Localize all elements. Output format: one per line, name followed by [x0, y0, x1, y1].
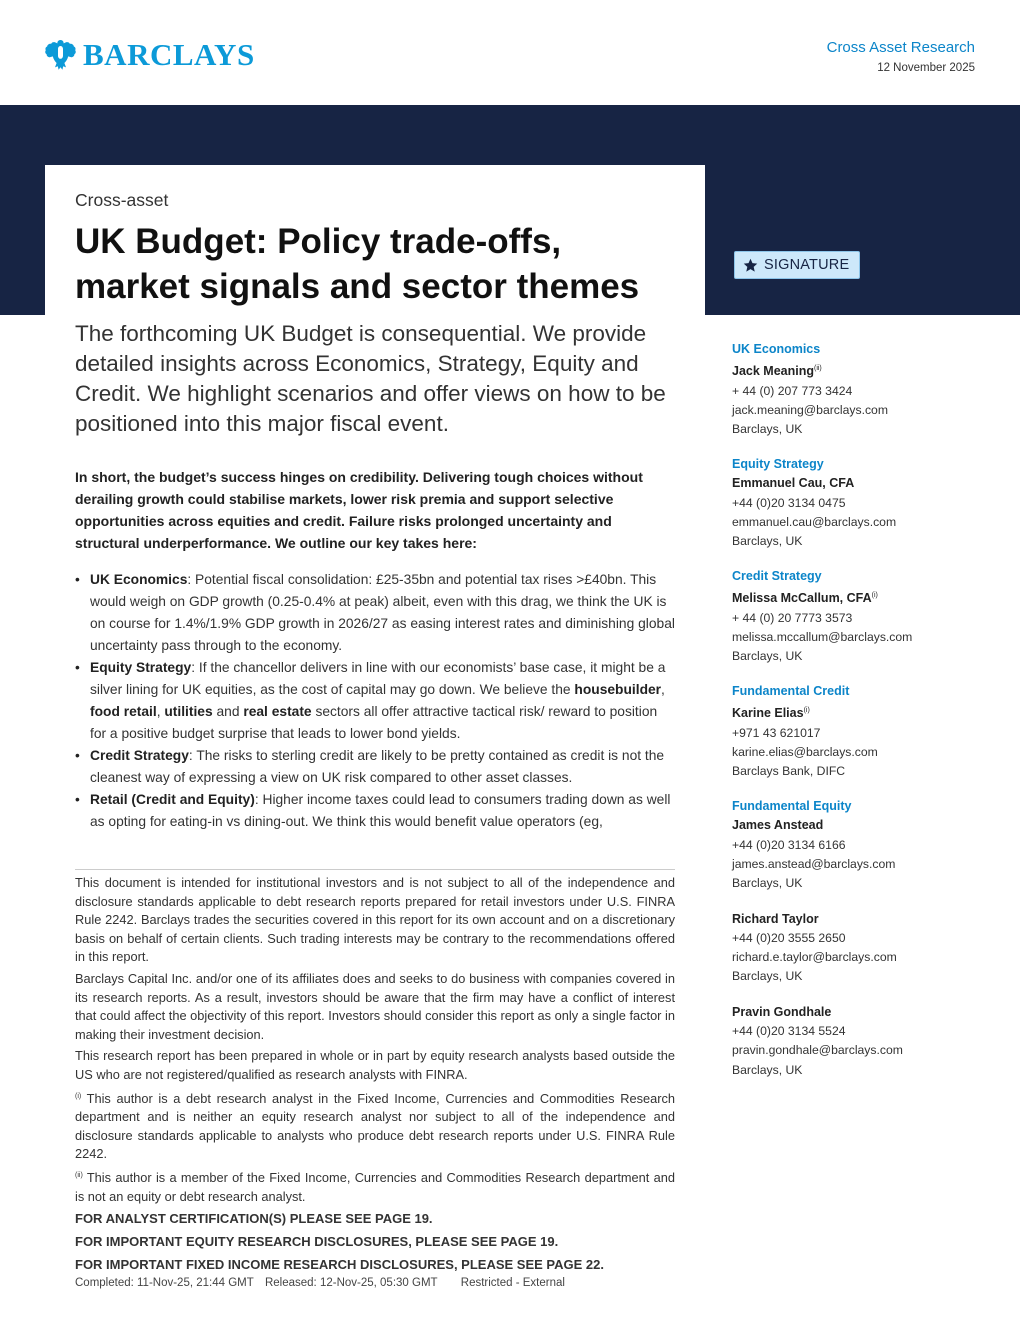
analyst-location: Barclays, UK	[732, 969, 803, 984]
classification-label: Restricted - External	[460, 1277, 565, 1289]
section-label: Cross-asset	[75, 190, 169, 210]
analyst-mark: (i)	[803, 707, 810, 715]
bullet-text: : Potential fiscal consolidation: £25-35bn and potential tax rises >£40bn. This would weigh on GDP growth (0.25-0.4% at peak) albeit, even with this drag, we think the UK is on course for 1.4%/1.9% GDP growth in 2026/27 as easing interest rates and diminishing global uncertainty pass through to the economy.	[90, 572, 675, 653]
analyst-name: Melissa McCallum, CFA$^{(i)}$	[732, 591, 878, 606]
key-takes-list	[75, 569, 675, 833]
bullet-text: sectors all offer attractive tactical risk/ reward to position for a positive budget surprise that leads to lower bond yields.	[90, 704, 658, 741]
analyst-email[interactable]: james.anstead@barclays.com	[732, 857, 896, 872]
disclaimer	[75, 874, 675, 1274]
footnote-text: This author is a debt research analyst in the Fixed Income, Currencies and Commodities Research department and is neither an equity research analyst nor subject to all of the independence and disclosure standards applicable to analysts who produce debt research reports under U.S. FINRA Rule 2242.	[75, 1090, 675, 1162]
divider	[75, 869, 675, 870]
analyst-phone: +44 (0)20 3555 2650	[732, 931, 846, 946]
analyst-card	[732, 359, 982, 439]
analyst-email[interactable]: richard.e.taylor@barclays.com	[732, 950, 897, 965]
completed-timestamp: Completed: 11-Nov-25, 21:44 GMT	[75, 1277, 254, 1289]
analyst-certification-note: FOR ANALYST CERTIFICATION(S) PLEASE SEE PAGE 19.	[75, 1211, 433, 1227]
bullet-text: : Higher income taxes could lead to consumers trading down as well as opting for eating-in vs dining-out. We think this would benefit value operators (eg,	[90, 792, 671, 829]
analyst-name: Jack Meaning$^{(ii)}$	[732, 364, 822, 378]
analyst-card	[732, 701, 982, 781]
bullet-heading: UK Economics	[90, 572, 188, 587]
title-card	[45, 165, 705, 317]
bullet-heading: Credit Strategy	[90, 748, 189, 763]
released-timestamp: Released: 12-Nov-25, 05:30 GMT	[264, 1277, 438, 1289]
group-title: Equity Strategy	[732, 457, 824, 472]
sector-food-retail: food retail	[90, 704, 157, 719]
analyst-group-uk-economics	[732, 340, 982, 439]
analyst-location: Barclays, UK	[732, 534, 803, 549]
analyst-phone: +44 (0)20 3134 6166	[732, 837, 846, 852]
analyst-email[interactable]: karine.elias@barclays.com	[732, 745, 878, 760]
group-title: Credit Strategy	[732, 569, 822, 584]
analyst-group-fundamental-equity	[732, 797, 982, 893]
footnote-mark: (ii)	[75, 1171, 83, 1179]
sector-utilities: utilities	[164, 704, 213, 719]
badge-label: SIGNATURE	[764, 257, 850, 273]
lead-paragraph: In short, the budget’s success hinges on credibility. Delivering tough choices without derailing growth could stabilise markets, lower risk premia and support selective opportunities across equities and credit. Failure risks prolonged uncertainty and structural underperformance. We outline our key takes here:	[75, 469, 643, 551]
eagle-icon	[44, 38, 77, 72]
analyst-location: Barclays, UK	[732, 421, 803, 436]
equity-disclosures-note: FOR IMPORTANT EQUITY RESEARCH DISCLOSURES, PLEASE SEE PAGE 19.	[75, 1234, 559, 1250]
list-item	[75, 569, 675, 657]
analyst-location: Barclays, UK	[732, 649, 803, 664]
signature-badge	[734, 251, 860, 279]
disclaimer-paragraph: This research report has been prepared in whole or in part by equity research analysts based outside the US who are not registered/qualified as research analysts with FINRA.	[75, 1048, 675, 1082]
analyst-card	[732, 1003, 982, 1080]
footnote-text: This author is a member of the Fixed Income, Currencies and Commodities Research department and is not an equity or debt research analyst.	[75, 1169, 675, 1204]
analyst-mark: (ii)	[813, 365, 822, 372]
list-item	[75, 789, 675, 833]
analyst-group-credit-strategy	[732, 567, 982, 666]
analyst-email[interactable]: jack.meaning@barclays.com	[732, 402, 888, 417]
disclaimer-paragraph: This document is intended for institutional investors and is not subject to all of the independence and disclosure standards applicable to debt research reports prepared for retail investors under U.S. FINRA Rule 2242. Barclays trades the securities covered in this report for its own account and on a discretionary basis on behalf of certain clients. Such trading interests may be contrary to the recommendations offered in this report.	[75, 875, 675, 965]
analyst-phone: + 44 (0) 20 7773 3573	[732, 610, 853, 625]
list-item	[75, 657, 675, 745]
analyst-phone: + 44 (0) 207 773 3424	[732, 383, 853, 398]
analyst-mark: (i)	[871, 592, 878, 600]
analyst-name: Richard Taylor	[732, 911, 819, 926]
separator: ,	[661, 682, 665, 697]
analyst-phone: +971 43 621017	[732, 725, 821, 740]
title-line-1: UK Budget: Policy trade-offs,	[75, 222, 562, 261]
analyst-name: Pravin Gondhale	[732, 1004, 832, 1019]
sector-housebuilder: housebuilder	[574, 682, 662, 697]
sector-real-estate: real estate	[243, 704, 312, 719]
analyst-location: Barclays, UK	[732, 1062, 803, 1077]
report-series: Cross Asset Research	[826, 39, 975, 56]
analyst-location: Barclays, UK	[732, 876, 803, 891]
footer	[75, 1277, 573, 1289]
analyst-name: James Anstead	[732, 818, 824, 833]
analyst-group-equity-strategy	[732, 455, 982, 551]
analyst-card	[732, 910, 982, 987]
fixed-income-disclosures-note: FOR IMPORTANT FIXED INCOME RESEARCH DISCLOSURES, PLEASE SEE PAGE 22.	[75, 1257, 604, 1273]
report-date: 12 November 2025	[877, 62, 975, 74]
analyst-email[interactable]: pravin.gondhale@barclays.com	[732, 1043, 903, 1058]
separator: and	[212, 704, 244, 719]
analyst-name: Karine Elias$^{(i)}$	[732, 706, 810, 721]
report-subtitle: The forthcoming UK Budget is consequential. We provide detailed insights across Economics, Strategy, Equity and Credit. We highlight scenarios and offer views on how to be positioned into this major fiscal event.	[75, 321, 666, 436]
footnote-mark: (i)	[75, 1092, 82, 1100]
list-item	[75, 745, 675, 789]
bullet-heading: Equity Strategy	[90, 660, 192, 675]
brand-wordmark: BARCLAYS	[83, 37, 255, 72]
bullet-text: : If the chancellor delivers in line with our economists’ base case, it might be a silver lining for UK equities, as the cost of capital may go down. We believe the	[90, 660, 666, 697]
group-title: UK Economics	[732, 342, 821, 356]
analyst-email[interactable]: melissa.mccallum@barclays.com	[732, 629, 913, 644]
analyst-group-fundamental-credit	[732, 682, 982, 781]
analyst-name: Emmanuel Cau, CFA	[732, 476, 855, 491]
report-meta	[827, 38, 975, 74]
analyst-sidebar	[732, 340, 982, 1096]
analyst-card	[732, 816, 982, 893]
group-title: Fundamental Credit	[732, 684, 850, 699]
separator: ,	[156, 704, 165, 719]
analyst-email[interactable]: emmanuel.cau@barclays.com	[732, 514, 897, 529]
analyst-phone: +44 (0)20 3134 0475	[732, 495, 846, 510]
group-title: Fundamental Equity	[732, 799, 852, 814]
analyst-location: Barclays Bank, DIFC	[732, 764, 846, 779]
bullet-text: : The risks to sterling credit are likely to be pretty contained as credit is not the cleanest way of expressing a view on UK risk compared to other asset classes.	[90, 748, 665, 785]
barclays-logo	[44, 38, 255, 72]
report-title	[75, 219, 675, 309]
footnote-i	[75, 1088, 675, 1164]
analyst-card	[732, 474, 982, 551]
disclaimer-paragraph: Barclays Capital Inc. and/or one of its affiliates does and seeks to do business with companies covered in its research reports. As a result, investors should be aware that the firm may have a conflict of interest that could affect the objectivity of this report. Investors should consider this report as only a single factor in making their investment decision.	[75, 970, 675, 1042]
star-icon	[743, 258, 758, 273]
title-line-2: market signals and sector themes	[75, 267, 640, 306]
bullet-heading: Retail (Credit and Equity)	[90, 792, 255, 807]
analyst-card	[732, 586, 982, 666]
analyst-phone: +44 (0)20 3134 5524	[732, 1024, 846, 1039]
footnote-ii	[75, 1167, 675, 1206]
